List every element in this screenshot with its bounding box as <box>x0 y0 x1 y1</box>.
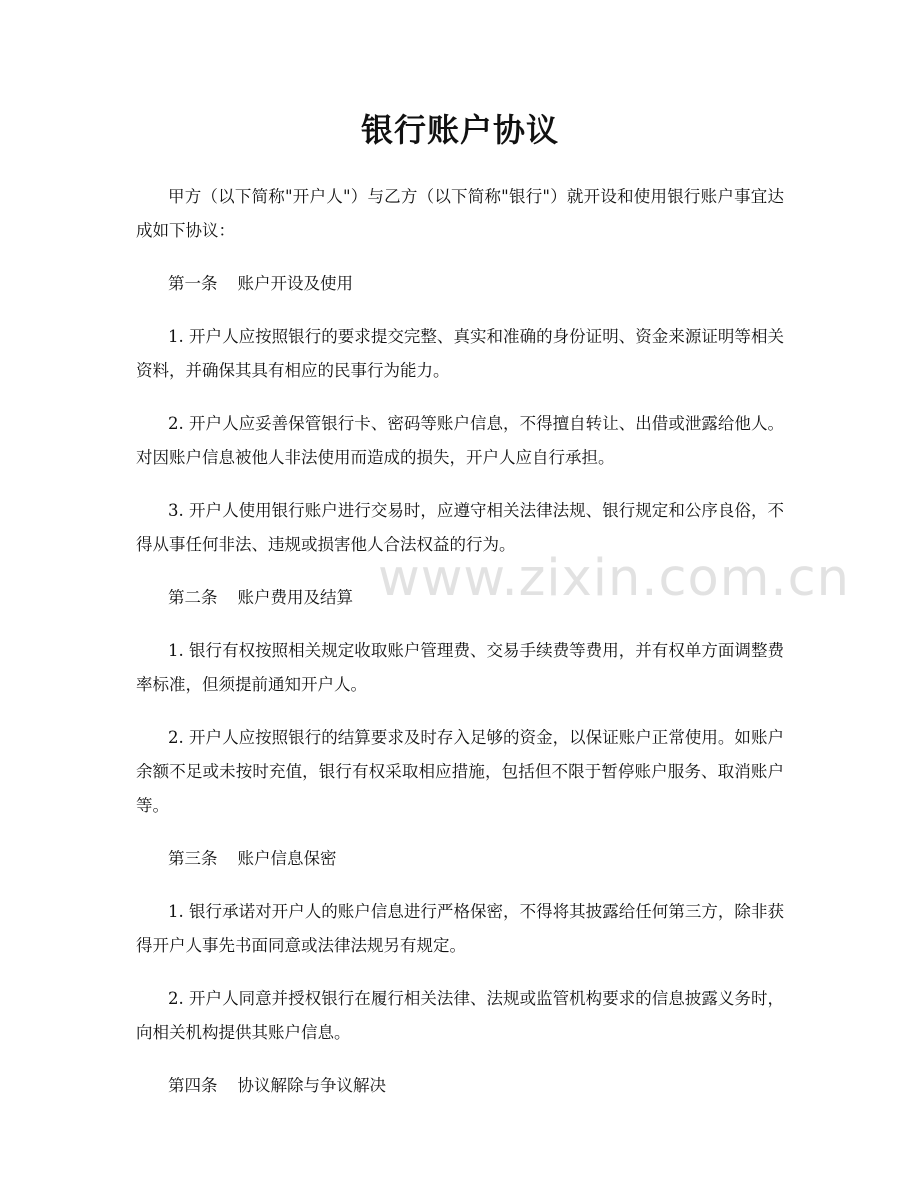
article-4-number: 第四条 <box>168 1076 218 1095</box>
article-1-clause-3: 3. 开户人使用银行账户进行交易时，应遵守相关法律法规、银行规定和公序良俗，不得从事任何非法、违规或损害他人合法权益的行为。 <box>136 501 784 554</box>
article-1-heading <box>136 267 784 301</box>
article-4-heading <box>136 1069 784 1103</box>
article-3-heading <box>136 842 784 876</box>
article-1-number: 第一条 <box>168 274 218 293</box>
article-2-clause-1: 1. 银行有权按照相关规定收取账户管理费、交易手续费等费用，并有权单方面调整费率标准，但须提前通知开户人。 <box>136 641 784 694</box>
article-1-clause-1: 1. 开户人应按照银行的要求提交完整、真实和准确的身份证明、资金来源证明等相关资料，并确保其具有相应的民事行为能力。 <box>136 327 784 380</box>
article-1-title: 账户开设及使用 <box>237 274 353 293</box>
article-2-number: 第二条 <box>168 588 218 607</box>
article-2-heading <box>136 581 784 615</box>
document-title: 银行账户协议 <box>360 111 559 149</box>
watermark: www.zixin.com.cn <box>378 549 850 608</box>
article-3-title: 账户信息保密 <box>237 849 337 868</box>
article-3-number: 第三条 <box>168 849 218 868</box>
article-3-clause-2: 2. 开户人同意并授权银行在履行相关法律、法规或监管机构要求的信息披露义务时，向相关机构提供其账户信息。 <box>136 989 784 1042</box>
article-2-title: 账户费用及结算 <box>237 588 353 607</box>
article-3-clause-1: 1. 银行承诺对开户人的账户信息进行严格保密，不得将其披露给任何第三方，除非获得开户人事先书面同意或法律法规另有规定。 <box>136 902 784 955</box>
article-1-clause-2: 2. 开户人应妥善保管银行卡、密码等账户信息，不得擅自转让、出借或泄露给他人。对因账户信息被他人非法使用而造成的损失，开户人应自行承担。 <box>136 414 784 467</box>
intro-paragraph: 甲方（以下简称"开户人"）与乙方（以下简称"银行"）就开设和使用银行账户事宜达成如下协议： <box>136 187 784 240</box>
article-2-clause-2: 2. 开户人应按照银行的结算要求及时存入足够的资金，以保证账户正常使用。如账户余额不足或未按时充值，银行有权采取相应措施，包括但不限于暂停账户服务、取消账户等。 <box>136 728 784 815</box>
document-body <box>136 180 784 1122</box>
article-4-title: 协议解除与争议解决 <box>237 1076 386 1095</box>
